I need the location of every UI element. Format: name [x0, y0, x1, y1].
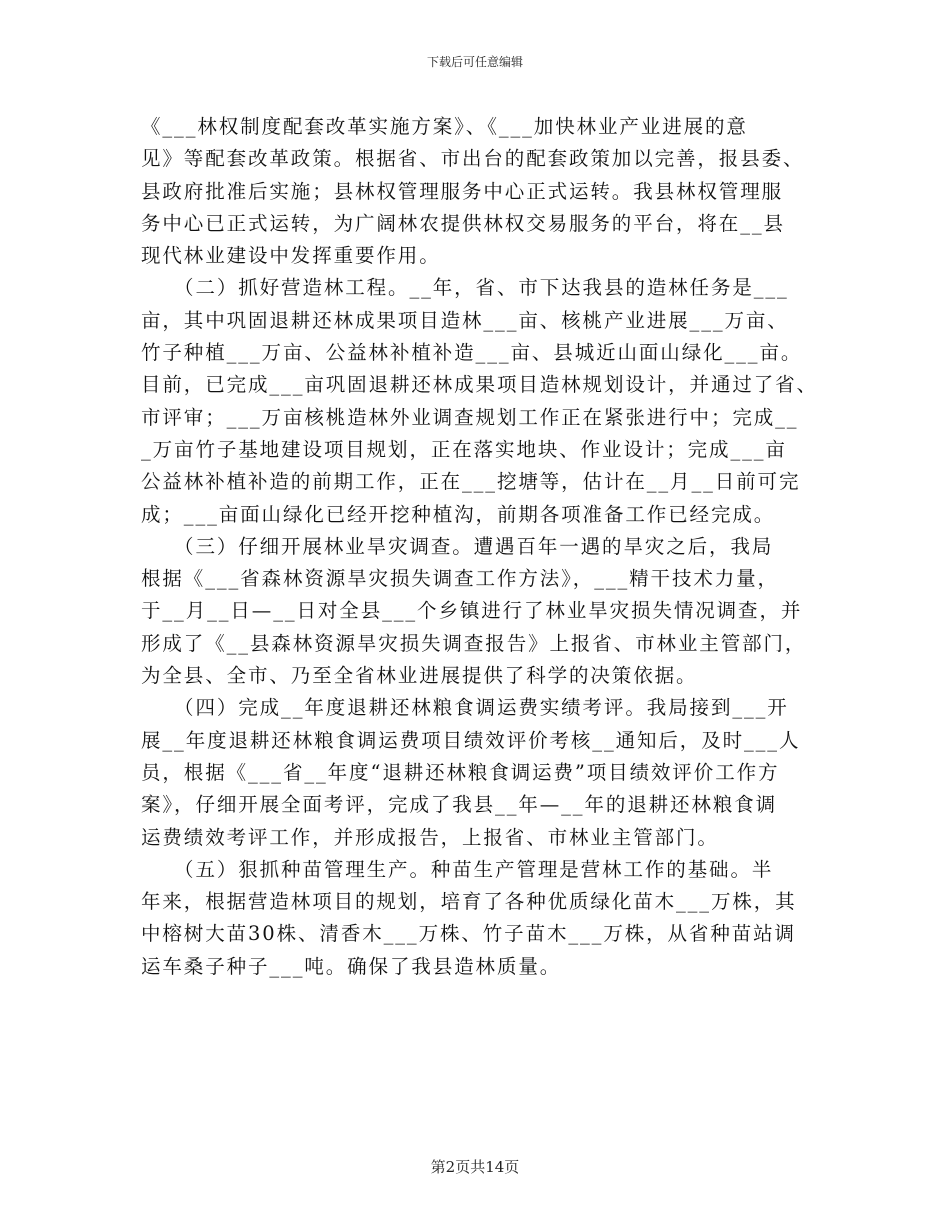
- text-line: （二）抓好营造林工程。__年，省、市下达我县的造林任务是___: [141, 276, 789, 300]
- text-line: 根据《___省森林资源旱灾损失调查工作方法》，___精干技术力量，: [141, 567, 779, 591]
- text-line: 于__月__日—__日对全县___个乡镇进行了林业旱灾损失情况调查，并: [141, 599, 803, 623]
- page-footer: 第2页共14页: [430, 1158, 520, 1176]
- text-line: 形成了《__县森林资源旱灾损失调查报告》上报省、市林业主管部门，: [141, 631, 807, 655]
- text-line: 运车桑子种子___吨。确保了我县造林质量。: [141, 954, 562, 978]
- page-header: 下载后可任意编辑: [426, 55, 523, 69]
- text-line: 案》，仔细开展全面考评，完成了我县__年—__年的退耕还林粮食调: [141, 793, 778, 817]
- text-line: 务中心已正式运转，为广阔林农提供林权交易服务的平台，将在__县: [141, 211, 785, 235]
- text-line: 亩，其中巩固退耕还林成果项目造林___亩、核桃产业进展___万亩、: [141, 308, 789, 332]
- text-line: 年来，根据营造林项目的规划，培育了各种优质绿化苗木___万株，其: [141, 890, 797, 914]
- text-line: _万亩竹子基地建设项目规划，正在落实地块、作业设计；完成___亩: [141, 437, 787, 461]
- text-line: （三）仔细开展林业旱灾调查。遭遇百年一遇的旱灾之后，我局: [141, 534, 774, 558]
- text-line: 中榕树大苗30株、清香木___万株、竹子苗木___万株，从省种苗站调: [141, 922, 796, 946]
- text-line: 成；___亩面山绿化已经开挖种植沟，前期各项准备工作已经完成。: [141, 502, 776, 526]
- text-line: 员，根据《___省__年度“退耕还林粮食调运费”项目绩效评价工作方: [141, 760, 780, 784]
- text-line: 市评审；___万亩核桃造林外业调查规划工作正在紧张进行中；完成__: [141, 405, 799, 429]
- text-line: 展__年度退耕还林粮食调运费项目绩效评价考核__通知后，及时___人: [141, 728, 801, 752]
- text-line: 目前，已完成___亩巩固退耕还林成果项目造林规划设计，并通过了省、: [141, 373, 818, 397]
- text-line: 见》等配套改革政策。根据省、市出台的配套政策加以完善，报县委、: [141, 147, 805, 171]
- text-line: 《___林权制度配套改革实施方案》、《___加快林业产业进展的意: [141, 115, 748, 138]
- text-line: 竹子种植___万亩、公益林补植补造___亩、县城近山面山绿化___亩。: [141, 341, 803, 365]
- text-line: 公益林补植补造的前期工作，正在___挖塘等，估计在__月__日前可完: [141, 470, 801, 494]
- text-line: 现代林业建设中发挥重要作用。: [141, 244, 441, 268]
- text-line: （四）完成__年度退耕还林粮食调运费实绩考评。我局接到___开: [141, 696, 789, 720]
- text-line: 为全县、全市、乃至全省林业进展提供了科学的决策依据。: [141, 664, 698, 688]
- text-line: （五）狠抓种苗管理生产。种苗生产管理是营林工作的基础。半: [141, 857, 774, 881]
- text-line: 运费绩效考评工作，并形成报告，上报省、市林业主管部门。: [141, 825, 719, 849]
- text-line: 县政府批准后实施；县林权管理服务中心正式运转。我县林权管理服: [141, 179, 784, 203]
- document-body: [141, 111, 821, 983]
